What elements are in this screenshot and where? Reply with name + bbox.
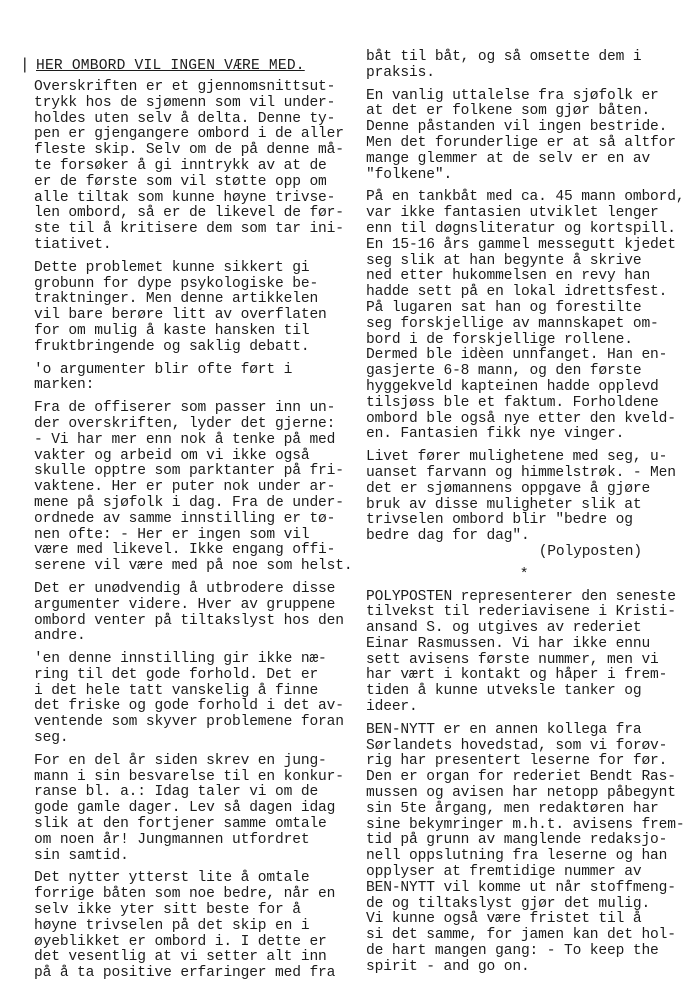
text-line: enn til døgnsliteratur og kortspill.: [366, 220, 676, 237]
notice-paragraph: [366, 721, 685, 976]
text-line: om noen år! Jungmannen utfordret: [34, 831, 310, 848]
text-line: Einar Rasmussen. Vi har ikke ennu: [366, 635, 651, 652]
text-line: argumenter videre. Hver av gruppene: [34, 596, 336, 613]
text-line: marken:: [34, 377, 95, 394]
text-line: spirit - and go on.: [366, 958, 530, 975]
text-line: Dermed ble idèen unnfanget. Han en-: [366, 347, 668, 364]
article-paragraph: [34, 80, 360, 254]
text-line: Dette problemet kunne sikkert gi: [34, 259, 310, 276]
text-line: "folkene".: [366, 166, 453, 183]
article-paragraph: [366, 450, 682, 561]
article-title: HER OMBORD VIL INGEN VÆRE MED.: [36, 58, 305, 74]
article-paragraph: [34, 582, 360, 645]
text-line: fruktbringende og saklig debatt.: [34, 338, 310, 355]
text-line: hadde sett på en lokal idrettsfest.: [366, 284, 668, 301]
text-line: at det er folkene som gjør båten.: [366, 103, 651, 120]
text-line: holdes uten selv å delta. Denne ty-: [34, 110, 336, 127]
text-line: Men det forunderlige er at så altfor: [366, 134, 676, 151]
text-line: uanset farvann og himmelstrøk. - Men: [366, 464, 676, 481]
text-line: de hart mangen gang: - To keep the: [366, 943, 659, 960]
text-line: ansand S. og utgives av rederiet: [366, 620, 642, 637]
text-line: skulle opptre som parktanter på fri-: [34, 463, 344, 480]
text-line: slik at den fortjener samme omtale: [34, 816, 327, 833]
article-paragraph: [34, 871, 360, 982]
text-line: nen ofte: - Her er ingen som vil: [34, 526, 310, 543]
text-line: BEN-NYTT er en annen kollega fra: [366, 721, 642, 738]
article-paragraph: [34, 261, 360, 356]
text-line: tiden å kunne utveksle tanker og: [366, 683, 642, 700]
text-line: det friske og gode forhold i det av-: [34, 698, 344, 715]
text-line: ste til å kritisere dem som tar ini-: [34, 221, 344, 238]
text-line: fleste skip. Selv om de på denne må-: [34, 142, 344, 159]
text-line: mussen og avisen har netopp påbegynt: [366, 785, 676, 802]
text-line: har vært i kontakt og håper i frem-: [366, 667, 668, 684]
text-line: det vesentlig at vi setter alt inn: [34, 949, 327, 966]
notice-paragraph: [366, 590, 682, 716]
text-line: Livet fører mulighetene med seg, u-: [366, 449, 668, 466]
text-line: selv ikke yter sitt beste for å: [34, 902, 301, 919]
text-line: båt til båt, og så omsette dem i: [366, 49, 642, 65]
text-line: te forsøker å gi inntrykk av at de: [34, 157, 327, 174]
text-line: bord i de forskjellige rollene.: [366, 331, 633, 348]
article-paragraph: [34, 363, 360, 395]
text-line: Fra de offiserer som passer inn un-: [34, 400, 336, 417]
text-line: tilvekst til rederiavisene i Kristi-: [366, 604, 676, 621]
text-line: mange glemmer at de selv er en av: [366, 150, 651, 167]
text-line: sine bekymringer m.h.t. avisens frem-: [366, 816, 685, 833]
text-line: er de første som vil støtte opp om: [34, 173, 327, 190]
text-line: gasjerte 6-8 mann, og den første: [366, 363, 642, 380]
text-line: det er sjømannens oppgave å gjøre: [366, 480, 651, 497]
text-line: trykk hos de sjømenn som vil under-: [34, 94, 336, 111]
text-line: grobunn for dype psykologiske be-: [34, 275, 319, 292]
text-line: si det samme, for jamen kan det hol-: [366, 927, 676, 944]
text-line: var ikke fantasien utviklet lenger: [366, 205, 659, 222]
text-line: ordnede av samme innstilling er tø-: [34, 510, 336, 527]
article-paragraph: [34, 652, 360, 747]
text-line: Overskriften er et gjennomsnittsut-: [34, 79, 336, 95]
text-line: vil bare berøre litt av overflaten: [34, 307, 327, 324]
article-paragraph: [34, 754, 360, 865]
text-line: nell oppslutning fra leserne og han: [366, 848, 668, 865]
left-column: [34, 80, 360, 989]
text-line: ideer.: [366, 699, 418, 716]
text-line: En 15-16 års gammel messegutt kjedet: [366, 236, 676, 253]
text-line: En vanlig uttalelse fra sjøfolk er: [366, 87, 659, 104]
article-paragraph: [366, 189, 685, 443]
text-line: for om mulig å kaste hansken til: [34, 322, 310, 339]
margin-mark: |: [20, 56, 30, 74]
text-line: sin 5te årgang, men redaktøren har: [366, 800, 659, 817]
text-line: tilsjøss ble et faktum. Forholdene: [366, 394, 659, 411]
text-line: i det hele tatt vanskelig å finne: [34, 682, 319, 699]
text-line: hyggekveld kapteinen hadde opplevd: [366, 378, 659, 395]
text-line: ring til det gode forhold. Det er: [34, 666, 319, 683]
text-line: traktninger. Men denne artikkelen: [34, 291, 319, 308]
text-line: bruk av disse muligheter slik at: [366, 496, 642, 513]
text-line: len ombord, så er de likevel de før-: [34, 205, 344, 222]
text-line: seg slik at han begynte å skrive: [366, 252, 642, 269]
text-line: rig har presentert leserne for før.: [366, 753, 668, 770]
text-line: der overskriften, lyder det gjerne:: [34, 415, 336, 432]
text-line: Det nytter ytterst lite å omtale: [34, 870, 310, 887]
right-column: [366, 49, 685, 983]
text-line: For en del år siden skrev en jung-: [34, 752, 327, 769]
text-line: På en tankbåt med ca. 45 mann ombord,: [366, 189, 685, 206]
text-line: POLYPOSTEN representerer den seneste: [366, 588, 676, 605]
article-paragraph: [366, 89, 682, 184]
text-line: alle tiltak som kunne høyne trivse-: [34, 189, 336, 206]
text-line: tiativet.: [34, 236, 112, 253]
text-line: 'en denne innstilling gir ikke næ-: [34, 651, 327, 668]
text-line: bedre dag for dag".: [366, 528, 530, 545]
text-line: andre.: [34, 628, 86, 645]
text-line: pen er gjengangere ombord i de aller: [34, 126, 344, 143]
text-line: På lugaren sat han og forestilte: [366, 299, 642, 316]
text-line: vaktene. Her er puter nok under ar-: [34, 479, 336, 496]
text-line: - Vi har mer enn nok å tenke på med: [34, 431, 336, 448]
text-line: Den er organ for rederiet Bendt Ras-: [366, 769, 676, 786]
text-line: Vi kunne også være fristet til å: [366, 911, 642, 928]
text-line: en. Fantasien fikk nye vinger.: [366, 426, 625, 443]
text-line: trivselen ombord blir "bedre og: [366, 512, 633, 529]
text-line: gode gamle dager. Lev så dagen idag: [34, 800, 336, 817]
text-line: ned etter hukommelsen en revy han: [366, 268, 651, 285]
text-line: sett avisens første nummer, men vi: [366, 651, 659, 668]
text-line: Sørlandets hovedstad, som vi forøv-: [366, 737, 668, 754]
text-line: sin samtid.: [34, 847, 129, 864]
text-line: praksis.: [366, 64, 435, 81]
text-line: mene på sjøfolk i dag. Fra de under-: [34, 494, 344, 511]
text-line: opplyser at fremtidige nummer av: [366, 864, 642, 881]
text-line: øyeblikket er ombord i. I dette er: [34, 933, 327, 950]
text-line: Denne påstanden vil ingen bestride.: [366, 119, 668, 136]
text-line: 'o argumenter blir ofte ført i: [34, 361, 293, 378]
text-line: vakter og arbeid om vi ikke også: [34, 447, 310, 464]
text-line: mann i sin besvarelse til en konkur-: [34, 768, 344, 785]
text-line: Det er unødvendig å utbrodere disse: [34, 580, 336, 597]
article-signature: (Polyposten): [538, 543, 642, 560]
text-line: ventende som skyver problemene foran: [34, 714, 344, 731]
text-line: tid på grunn av manglende redaksjo-: [366, 832, 668, 849]
text-line: være med likevel. Ikke engang offi-: [34, 542, 336, 559]
text-line: de og tiltakslyst gjør det mulig.: [366, 895, 651, 912]
article-paragraph: [34, 401, 360, 575]
text-line: ranse bl. a.: Idag taler vi om de: [34, 784, 319, 801]
section-separator: *: [519, 566, 529, 583]
text-line: forrige båten som noe bedre, når en: [34, 886, 336, 903]
article-paragraph: [366, 50, 682, 82]
text-line: på å ta positive erfaringer med fra: [34, 965, 336, 982]
text-line: seg forskjellige av mannskapet om-: [366, 315, 659, 332]
text-line: BEN-NYTT vil komme ut når stoffmeng-: [366, 879, 676, 896]
text-line: høyne trivselen på det skip en i: [34, 917, 310, 934]
text-line: ombord venter på tiltakslyst hos den: [34, 612, 344, 629]
text-line: serene vil være med på noe som helst.: [34, 558, 353, 575]
text-line: ombord ble også nye etter den kveld-: [366, 410, 676, 427]
text-line: seg.: [34, 730, 69, 747]
